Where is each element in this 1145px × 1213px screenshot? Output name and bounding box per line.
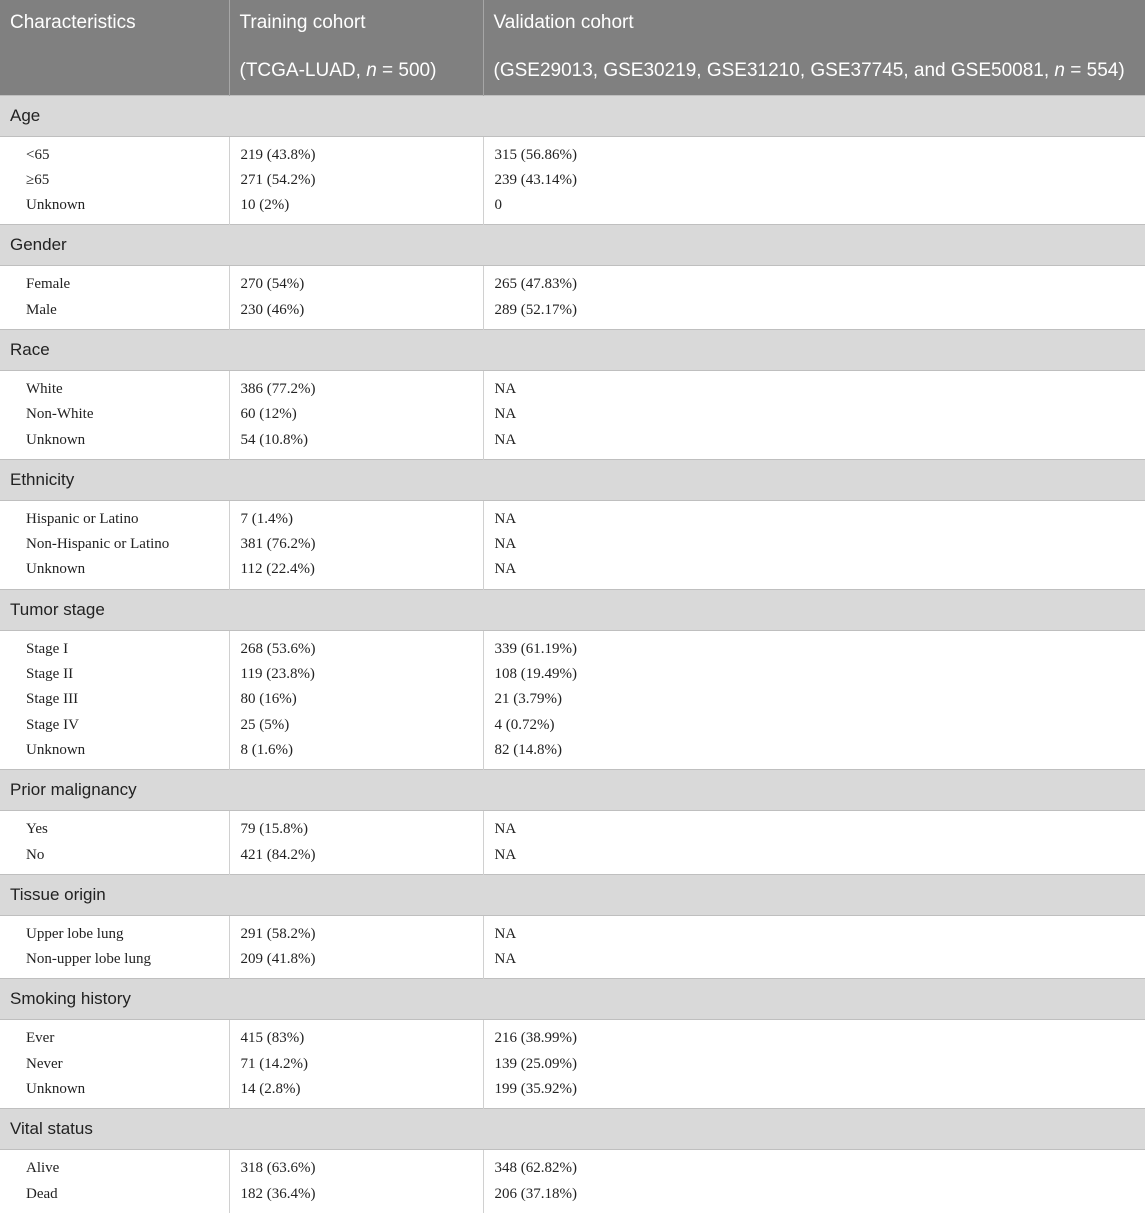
training-value-cell	[229, 370, 483, 459]
section-title: Smoking history	[0, 979, 1145, 1020]
validation-value: 4 (0.72%)	[484, 713, 1145, 738]
training-value: 271 (54.2%)	[230, 168, 483, 193]
validation-value-cell	[483, 1150, 1145, 1213]
training-value: 270 (54%)	[230, 272, 483, 297]
section-header-row	[0, 95, 1145, 136]
category-label: Ever	[0, 1026, 229, 1051]
section-header-row	[0, 329, 1145, 370]
section-data-row	[0, 136, 1145, 225]
training-subtitle-n: n	[366, 60, 377, 81]
category-label-cell	[0, 1150, 229, 1213]
training-value-cell	[229, 915, 483, 979]
training-value: 8 (1.6%)	[230, 738, 483, 763]
validation-value: 139 (25.09%)	[484, 1052, 1145, 1077]
category-label: Upper lobe lung	[0, 922, 229, 947]
section-data-row	[0, 630, 1145, 769]
training-value-cell	[229, 811, 483, 875]
table-header	[0, 0, 1145, 95]
section-data-row	[0, 500, 1145, 589]
training-value: 182 (36.4%)	[230, 1182, 483, 1207]
category-label: Unknown	[0, 428, 229, 453]
category-label: Hispanic or Latino	[0, 507, 229, 532]
training-value: 421 (84.2%)	[230, 843, 483, 868]
validation-value: NA	[484, 428, 1145, 453]
training-value: 119 (23.8%)	[230, 662, 483, 687]
validation-value-cell	[483, 811, 1145, 875]
category-label: White	[0, 377, 229, 402]
section-header-row	[0, 1109, 1145, 1150]
category-label-cell	[0, 811, 229, 875]
training-value: 386 (77.2%)	[230, 377, 483, 402]
validation-value: NA	[484, 532, 1145, 557]
validation-value: 239 (43.14%)	[484, 168, 1145, 193]
training-value-cell	[229, 266, 483, 330]
validation-value-cell	[483, 266, 1145, 330]
validation-value-cell	[483, 630, 1145, 769]
training-value: 80 (16%)	[230, 687, 483, 712]
category-label-cell	[0, 1020, 229, 1109]
section-title: Race	[0, 329, 1145, 370]
category-label-cell	[0, 630, 229, 769]
training-value: 268 (53.6%)	[230, 637, 483, 662]
validation-value-cell	[483, 500, 1145, 589]
training-value: 71 (14.2%)	[230, 1052, 483, 1077]
category-label-cell	[0, 136, 229, 225]
category-label: Non-upper lobe lung	[0, 947, 229, 972]
section-header-row	[0, 874, 1145, 915]
category-label: Unknown	[0, 1077, 229, 1102]
section-title: Prior malignancy	[0, 770, 1145, 811]
training-value: 7 (1.4%)	[230, 507, 483, 532]
category-label: Never	[0, 1052, 229, 1077]
section-data-row	[0, 811, 1145, 875]
training-subtitle-suffix: = 500)	[377, 60, 437, 81]
validation-value: NA	[484, 817, 1145, 842]
section-data-row	[0, 1150, 1145, 1213]
category-label: Alive	[0, 1156, 229, 1181]
validation-value: NA	[484, 557, 1145, 582]
validation-subtitle-n: n	[1054, 60, 1065, 81]
training-value: 291 (58.2%)	[230, 922, 483, 947]
validation-value-cell	[483, 915, 1145, 979]
table-body	[0, 95, 1145, 1213]
validation-value: 289 (52.17%)	[484, 298, 1145, 323]
training-value: 79 (15.8%)	[230, 817, 483, 842]
section-header-row	[0, 459, 1145, 500]
category-label: Stage III	[0, 687, 229, 712]
section-header-row	[0, 225, 1145, 266]
training-value-cell	[229, 1150, 483, 1213]
training-value: 14 (2.8%)	[230, 1077, 483, 1102]
training-value-cell	[229, 630, 483, 769]
validation-value: NA	[484, 947, 1145, 972]
category-label: Unknown	[0, 557, 229, 582]
category-label: <65	[0, 143, 229, 168]
training-value: 112 (22.4%)	[230, 557, 483, 582]
training-value: 209 (41.8%)	[230, 947, 483, 972]
validation-value: 206 (37.18%)	[484, 1182, 1145, 1207]
training-subtitle-prefix: (TCGA-LUAD,	[240, 60, 367, 81]
category-label: Non-Hispanic or Latino	[0, 532, 229, 557]
section-title: Gender	[0, 225, 1145, 266]
section-data-row	[0, 1020, 1145, 1109]
section-header-row	[0, 979, 1145, 1020]
training-value: 318 (63.6%)	[230, 1156, 483, 1181]
validation-value: 265 (47.83%)	[484, 272, 1145, 297]
section-title: Tumor stage	[0, 589, 1145, 630]
category-label-cell	[0, 500, 229, 589]
validation-value: 348 (62.82%)	[484, 1156, 1145, 1181]
validation-value: 108 (19.49%)	[484, 662, 1145, 687]
section-data-row	[0, 266, 1145, 330]
header-training-cohort: Training cohort	[229, 0, 483, 46]
validation-subtitle-prefix: (GSE29013, GSE30219, GSE31210, GSE37745, and GSE50081,	[494, 60, 1055, 81]
training-value-cell	[229, 500, 483, 589]
category-label: Unknown	[0, 193, 229, 218]
category-label: Unknown	[0, 738, 229, 763]
training-value-cell	[229, 1020, 483, 1109]
section-data-row	[0, 915, 1145, 979]
validation-value-cell	[483, 1020, 1145, 1109]
category-label: Non-White	[0, 402, 229, 427]
validation-value-cell	[483, 370, 1145, 459]
validation-value: 315 (56.86%)	[484, 143, 1145, 168]
training-value-cell	[229, 136, 483, 225]
validation-value: NA	[484, 843, 1145, 868]
validation-value: 199 (35.92%)	[484, 1077, 1145, 1102]
section-data-row	[0, 370, 1145, 459]
training-value: 415 (83%)	[230, 1026, 483, 1051]
header-blank-cell	[0, 46, 229, 95]
training-value: 25 (5%)	[230, 713, 483, 738]
header-validation-subtitle	[483, 46, 1145, 95]
validation-value: NA	[484, 922, 1145, 947]
section-header-row	[0, 770, 1145, 811]
category-label: ≥65	[0, 168, 229, 193]
category-label: Yes	[0, 817, 229, 842]
validation-value: 339 (61.19%)	[484, 637, 1145, 662]
validation-value: 0	[484, 193, 1145, 218]
validation-value: NA	[484, 402, 1145, 427]
validation-value: 21 (3.79%)	[484, 687, 1145, 712]
validation-value: NA	[484, 507, 1145, 532]
category-label: No	[0, 843, 229, 868]
training-value: 60 (12%)	[230, 402, 483, 427]
category-label: Female	[0, 272, 229, 297]
validation-subtitle-suffix: = 554)	[1065, 60, 1125, 81]
validation-value: NA	[484, 377, 1145, 402]
training-value: 381 (76.2%)	[230, 532, 483, 557]
training-value: 10 (2%)	[230, 193, 483, 218]
category-label: Male	[0, 298, 229, 323]
section-title: Ethnicity	[0, 459, 1145, 500]
category-label: Stage I	[0, 637, 229, 662]
category-label: Stage II	[0, 662, 229, 687]
validation-value: 82 (14.8%)	[484, 738, 1145, 763]
training-value: 219 (43.8%)	[230, 143, 483, 168]
training-value: 54 (10.8%)	[230, 428, 483, 453]
category-label: Stage IV	[0, 713, 229, 738]
header-validation-cohort: Validation cohort	[483, 0, 1145, 46]
section-title: Tissue origin	[0, 874, 1145, 915]
category-label-cell	[0, 370, 229, 459]
training-value: 230 (46%)	[230, 298, 483, 323]
section-title: Vital status	[0, 1109, 1145, 1150]
category-label-cell	[0, 915, 229, 979]
category-label-cell	[0, 266, 229, 330]
header-characteristics: Characteristics	[0, 0, 229, 46]
header-training-subtitle	[229, 46, 483, 95]
validation-value-cell	[483, 136, 1145, 225]
section-title: Age	[0, 95, 1145, 136]
category-label: Dead	[0, 1182, 229, 1207]
validation-value: 216 (38.99%)	[484, 1026, 1145, 1051]
section-header-row	[0, 589, 1145, 630]
